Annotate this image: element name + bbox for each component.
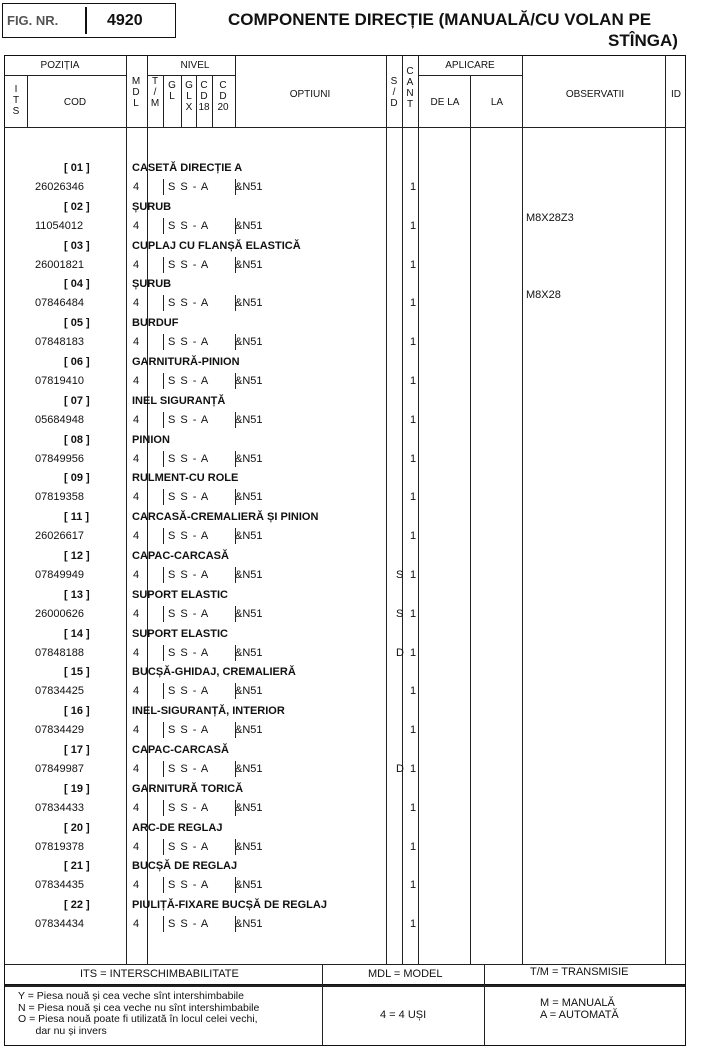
header-glx: G L X: [185, 80, 193, 113]
option-code: &N51: [235, 763, 263, 775]
level-values: S S - A: [168, 763, 210, 775]
legend-mdl-title: MDL = MODEL: [368, 968, 443, 980]
header-la: LA: [490, 97, 504, 108]
option-code: &N51: [235, 297, 263, 309]
level-values: S S - A: [168, 336, 210, 348]
part-name: RULMENT-CU ROLE: [132, 472, 239, 484]
level-values: S S - A: [168, 569, 210, 581]
model-value: 4: [133, 181, 140, 193]
header-observatii: OBSERVATII: [565, 89, 625, 100]
part-code: 26026346: [35, 181, 84, 193]
option-code: &N51: [235, 375, 263, 387]
header-cant: C A N T: [406, 66, 414, 110]
part-name: ȘURUB: [132, 278, 172, 290]
header-cd18: C D 18: [198, 80, 210, 113]
model-value: 4: [133, 491, 140, 503]
part-name: ȘURUB: [132, 201, 172, 213]
model-value: 4: [133, 647, 140, 659]
part-code: 07846484: [35, 297, 84, 309]
model-value: 4: [133, 685, 140, 697]
option-code: &N51: [235, 530, 263, 542]
quantity-value: 1: [410, 297, 417, 309]
position-number: [ 17 ]: [64, 744, 90, 756]
quantity-value: 1: [410, 530, 417, 542]
part-name: PIULIȚĂ-FIXARE BUCȘĂ DE REGLAJ: [132, 899, 327, 911]
position-number: [ 06 ]: [64, 356, 90, 368]
option-code: &N51: [235, 724, 263, 736]
option-code: &N51: [235, 841, 263, 853]
page-title: COMPONENTE DIRECȚIE (MANUALĂ/CU VOLAN PE: [228, 10, 652, 29]
part-code: 07834434: [35, 918, 84, 930]
position-number: [ 14 ]: [64, 628, 90, 640]
legend-tm-lines: [540, 998, 619, 1021]
model-value: 4: [133, 220, 140, 232]
legend-tm-title: T/M = TRANSMISIE: [530, 966, 629, 978]
header-cd20: C D 20: [217, 80, 229, 113]
quantity-value: 1: [410, 608, 417, 620]
position-number: [ 16 ]: [64, 705, 90, 717]
legend-its-lines: [18, 991, 259, 1037]
part-code: 07849956: [35, 453, 84, 465]
header-id: ID: [671, 89, 681, 100]
option-code: &N51: [235, 181, 263, 193]
option-code: &N51: [235, 259, 263, 271]
legend-mdl-value: 4 = 4 UȘI: [380, 1009, 427, 1021]
model-value: 4: [133, 414, 140, 426]
part-code: 11054012: [35, 220, 84, 232]
position-number: [ 19 ]: [64, 783, 90, 795]
level-values: S S - A: [168, 724, 210, 736]
observation: M8X28Z3: [526, 212, 574, 224]
quantity-value: 1: [410, 491, 417, 503]
quantity-value: 1: [410, 181, 417, 193]
header-optiuni: OPTIUNI: [289, 89, 331, 100]
position-number: [ 13 ]: [64, 589, 90, 601]
level-values: S S - A: [168, 530, 210, 542]
part-name: INEL-SIGURANȚĂ, INTERIOR: [132, 705, 285, 717]
part-code: 07849987: [35, 763, 84, 775]
quantity-value: 1: [410, 802, 417, 814]
model-value: 4: [133, 879, 140, 891]
position-number: [ 03 ]: [64, 240, 90, 252]
option-code: &N51: [235, 414, 263, 426]
quantity-value: 1: [410, 918, 417, 930]
legend-its-line: N = Piesa nouă și cea veche nu sînt intershimbabile: [18, 1001, 260, 1014]
position-number: [ 07 ]: [64, 395, 90, 407]
header-mdl: M D L: [131, 76, 141, 109]
legend-tm-line: M = MANUALĂ: [540, 997, 615, 1009]
header-cod: COD: [63, 97, 87, 108]
model-value: 4: [133, 259, 140, 271]
fig-number-box: [2, 3, 176, 38]
level-values: S S - A: [168, 608, 210, 620]
option-code: &N51: [235, 879, 263, 891]
position-number: [ 09 ]: [64, 472, 90, 484]
quantity-value: 1: [410, 259, 417, 271]
part-code: 26001821: [35, 259, 84, 271]
part-code: 07834429: [35, 724, 84, 736]
model-value: 4: [133, 530, 140, 542]
position-number: [ 15 ]: [64, 666, 90, 678]
model-value: 4: [133, 608, 140, 620]
part-code: 07819358: [35, 491, 84, 503]
part-code: 05684948: [35, 414, 84, 426]
option-code: &N51: [235, 220, 263, 232]
position-number: [ 20 ]: [64, 822, 90, 834]
quantity-value: 1: [410, 220, 417, 232]
model-value: 4: [133, 724, 140, 736]
quantity-value: 1: [410, 375, 417, 387]
part-code: 07834433: [35, 802, 84, 814]
option-code: &N51: [235, 336, 263, 348]
position-number: [ 11 ]: [64, 511, 90, 523]
position-number: [ 21 ]: [64, 860, 90, 872]
header-dela: DE LA: [430, 97, 460, 108]
model-value: 4: [133, 336, 140, 348]
legend-its-line: dar nu și invers: [18, 1024, 107, 1037]
quantity-value: 1: [410, 414, 417, 426]
header-pozitia: POZIȚIA: [40, 60, 80, 71]
part-name: GARNITURĂ-PINION: [132, 356, 240, 368]
quantity-value: 1: [410, 647, 417, 659]
level-values: S S - A: [168, 453, 210, 465]
position-number: [ 04 ]: [64, 278, 90, 290]
part-name: CASETĂ DIRECȚIE A: [132, 162, 243, 174]
position-number: [ 12 ]: [64, 550, 90, 562]
side-value: S: [396, 608, 404, 620]
part-name: CAPAC-CARCASĂ: [132, 744, 229, 756]
part-name: CARCASĂ-CREMALIERĂ ȘI PINION: [132, 511, 319, 523]
part-name: SUPORT ELASTIC: [132, 628, 228, 640]
header-aplicare: APLICARE: [445, 60, 495, 71]
part-name: BUCȘĂ-GHIDAJ, CREMALIERĂ: [132, 666, 296, 678]
model-value: 4: [133, 918, 140, 930]
model-value: 4: [133, 297, 140, 309]
level-values: S S - A: [168, 841, 210, 853]
part-code: 07819410: [35, 375, 84, 387]
header-nivel: NIVEL: [180, 60, 210, 71]
option-code: &N51: [235, 918, 263, 930]
level-values: S S - A: [168, 802, 210, 814]
option-code: &N51: [235, 647, 263, 659]
quantity-value: 1: [410, 453, 417, 465]
legend-tm-line: A = AUTOMATĂ: [540, 1008, 619, 1021]
option-code: &N51: [235, 608, 263, 620]
observation: M8X28: [526, 289, 561, 301]
level-values: S S - A: [168, 685, 210, 697]
part-name: BURDUF: [132, 317, 179, 329]
option-code: &N51: [235, 685, 263, 697]
side-value: D: [396, 763, 404, 775]
part-code: 07848188: [35, 647, 84, 659]
quantity-value: 1: [410, 763, 417, 775]
part-code: 07848183: [35, 336, 84, 348]
part-name: ARC-DE REGLAJ: [132, 822, 223, 834]
level-values: S S - A: [168, 220, 210, 232]
side-value: S: [396, 569, 404, 581]
option-code: &N51: [235, 569, 263, 581]
model-value: 4: [133, 375, 140, 387]
part-name: INEL SIGURANȚĂ: [132, 395, 226, 407]
fig-label: FIG. NR.: [7, 13, 59, 28]
quantity-value: 1: [410, 841, 417, 853]
model-value: 4: [133, 569, 140, 581]
model-value: 4: [133, 453, 140, 465]
parts-table: [4, 55, 686, 985]
part-name: SUPORT ELASTIC: [132, 589, 228, 601]
part-name: CUPLAJ CU FLANȘĂ ELASTICĂ: [132, 240, 301, 252]
position-number: [ 01 ]: [64, 162, 90, 174]
quantity-value: 1: [410, 569, 417, 581]
level-values: S S - A: [168, 879, 210, 891]
quantity-value: 1: [410, 879, 417, 891]
level-values: S S - A: [168, 414, 210, 426]
part-name: GARNITURĂ TORICĂ: [132, 783, 244, 795]
part-name: PINION: [132, 434, 170, 446]
model-value: 4: [133, 802, 140, 814]
position-number: [ 05 ]: [64, 317, 90, 329]
part-code: 07834435: [35, 879, 84, 891]
position-number: [ 08 ]: [64, 434, 90, 446]
position-number: [ 22 ]: [64, 899, 90, 911]
part-name: BUCȘĂ DE REGLAJ: [132, 860, 238, 872]
level-values: S S - A: [168, 181, 210, 193]
model-value: 4: [133, 763, 140, 775]
option-code: &N51: [235, 491, 263, 503]
header-sd: S / D: [390, 76, 398, 109]
model-value: 4: [133, 841, 140, 853]
level-values: S S - A: [168, 918, 210, 930]
part-code: 26026617: [35, 530, 84, 542]
level-values: S S - A: [168, 491, 210, 503]
header-its: I T S: [12, 84, 20, 117]
level-values: S S - A: [168, 375, 210, 387]
legend-its-line: Y = Piesa nouă și cea veche sînt intershimbabile: [18, 990, 244, 1002]
quantity-value: 1: [410, 336, 417, 348]
level-values: S S - A: [168, 647, 210, 659]
page-title-continued: STÎNGA): [608, 31, 678, 50]
part-name: CAPAC-CARCASĂ: [132, 550, 229, 562]
option-code: &N51: [235, 802, 263, 814]
side-value: D: [396, 647, 404, 659]
level-values: S S - A: [168, 259, 210, 271]
header-gl: G L: [168, 80, 176, 102]
header-tm: T / M: [150, 76, 160, 109]
position-number: [ 02 ]: [64, 201, 90, 213]
option-code: &N51: [235, 453, 263, 465]
part-code: 07834425: [35, 685, 84, 697]
quantity-value: 1: [410, 685, 417, 697]
legend-its-title: ITS = INTERSCHIMBABILITATE: [80, 968, 239, 980]
part-code: 07849949: [35, 569, 84, 581]
part-code: 26000626: [35, 608, 84, 620]
part-code: 07819378: [35, 841, 84, 853]
quantity-value: 1: [410, 724, 417, 736]
level-values: S S - A: [168, 297, 210, 309]
fig-number: 4920: [107, 12, 143, 29]
legend-its-line: O = Piesa nouă poate fi utilizată în locul celei vechi,: [18, 1013, 258, 1025]
